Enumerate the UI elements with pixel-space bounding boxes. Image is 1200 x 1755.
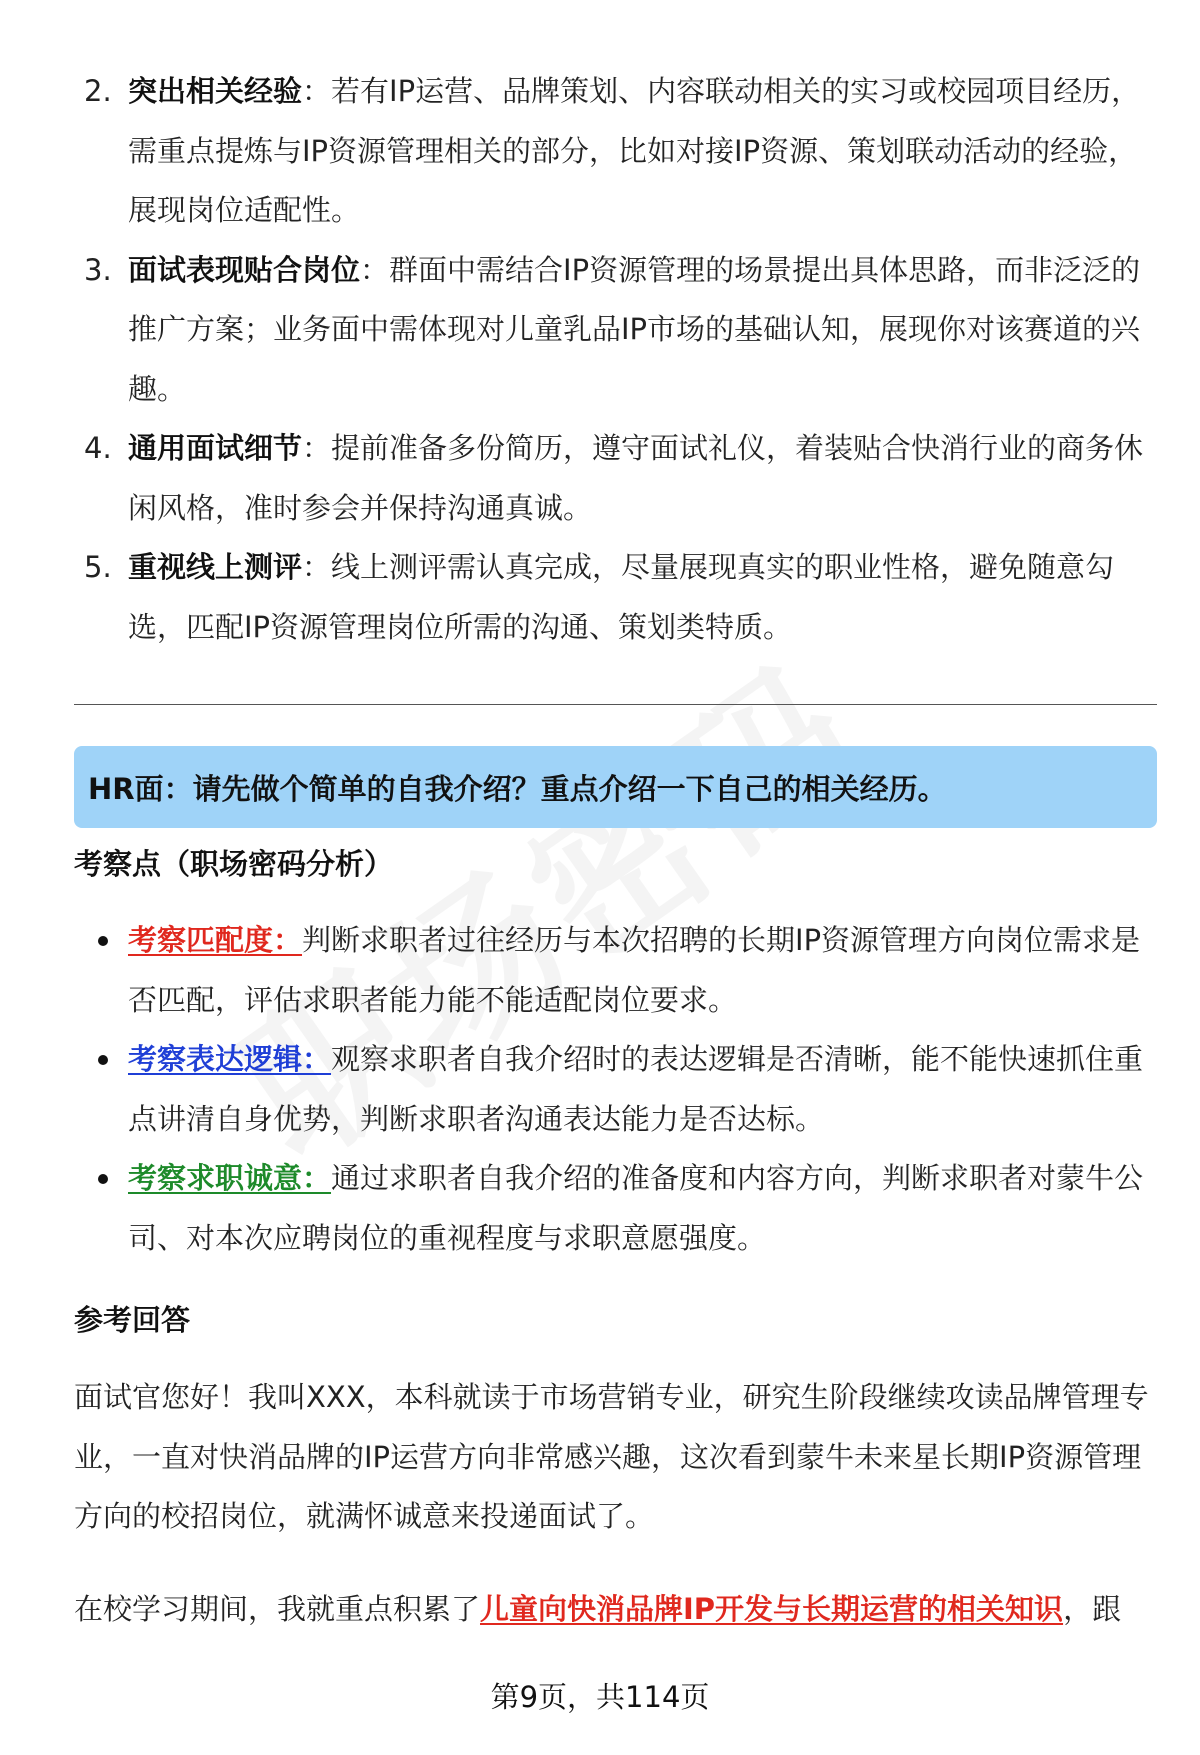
section-divider	[74, 704, 1157, 705]
tip-title: 面试表现贴合岗位	[128, 252, 361, 287]
examine-text: 判断求职者过往经历与本次招聘的长期IP资源管理方向岗位需求是否匹配，评估求职者能力能不能适配岗位要求。	[128, 923, 1141, 1017]
tips-list	[74, 62, 1154, 657]
tip-item	[74, 419, 1154, 538]
examine-points-list	[74, 911, 1154, 1268]
tip-number: 4.	[84, 431, 112, 465]
tip-title: 通用面试细节	[128, 431, 303, 465]
question-text: HR面：请先做个简单的自我介绍？重点介绍一下自己的相关经历。	[88, 771, 947, 806]
examine-point	[74, 1149, 1154, 1268]
tip-number: 2.	[84, 74, 112, 108]
tip-separator: ：	[360, 252, 390, 287]
tip-text: 提前准备多份简历，遵守面试礼仪，着装贴合快消行业的商务休闲风格，准时参会并保持沟通真诚。	[128, 431, 1144, 525]
answer-paragraph: 面试官您好！我叫XXX，本科就读于市场营销专业，研究生阶段继续攻读品牌管理专业，一直对快消品牌的IP运营方向非常感兴趣，这次看到蒙牛未来星长期IP资源管理方向的校招岗位，就满怀诚意来投递面试了。	[74, 1380, 1149, 1533]
tip-number: 5.	[84, 550, 112, 584]
tip-title: 突出相关经验	[128, 74, 303, 108]
examine-text: 通过求职者自我介绍的准备度和内容方向，判断求职者对蒙牛公司、对本次应聘岗位的重视程度与求职意愿强度。	[128, 1161, 1144, 1255]
answer-heading: 参考回答	[74, 1303, 191, 1337]
examine-label: 考察表达逻辑：	[128, 1042, 332, 1076]
question-banner	[74, 746, 1157, 828]
tip-text: 若有IP运营、品牌策划、内容联动相关的实习或校园项目经历，需重点提炼与IP资源管理相关的部分，比如对接IP资源、策划联动活动的经验，展现岗位适配性。	[128, 74, 1141, 227]
tip-title: 重视线上测评	[128, 550, 303, 584]
tip-item	[74, 538, 1154, 657]
examine-text: 观察求职者自我介绍时的表达逻辑是否清晰，能不能快速抓住重点讲清自身优势，判断求职者沟通表达能力是否达标。	[128, 1042, 1144, 1136]
examine-label: 考察匹配度：	[128, 923, 303, 957]
bullet-dot	[98, 936, 108, 946]
bullet-dot	[98, 1055, 108, 1065]
examine-point	[74, 911, 1154, 1030]
tip-item	[74, 241, 1154, 420]
answer-highlight: 儿童向快消品牌IP开发与长期运营的相关知识	[480, 1592, 1064, 1626]
bullet-dot	[98, 1174, 108, 1184]
tip-text: 线上测评需认真完成，尽量展现真实的职业性格，避免随意勾选，匹配IP资源管理岗位所需的沟通、策划类特质。	[128, 550, 1115, 644]
tip-separator: ：	[302, 74, 332, 108]
examine-label: 考察求职诚意：	[128, 1161, 332, 1195]
tip-separator: ：	[302, 431, 332, 465]
tip-separator: ：	[302, 550, 332, 584]
answer-p2-after: ，跟	[1063, 1592, 1122, 1626]
tip-text: 群面中需结合IP资源管理的场景提出具体思路，而非泛泛的推广方案；业务面中需体现对儿童乳品IP市场的基础认知，展现你对该赛道的兴趣。	[128, 252, 1141, 406]
tip-number: 3.	[84, 252, 112, 287]
tip-item	[74, 62, 1154, 241]
answer-paragraph-2	[74, 1580, 1157, 1640]
page-number: 第9页，共114页	[490, 1680, 710, 1714]
examine-heading: 考察点（职场密码分析）	[74, 847, 394, 881]
answer-p2-before: 在校学习期间，我就重点积累了	[74, 1592, 481, 1626]
examine-point	[74, 1030, 1154, 1149]
